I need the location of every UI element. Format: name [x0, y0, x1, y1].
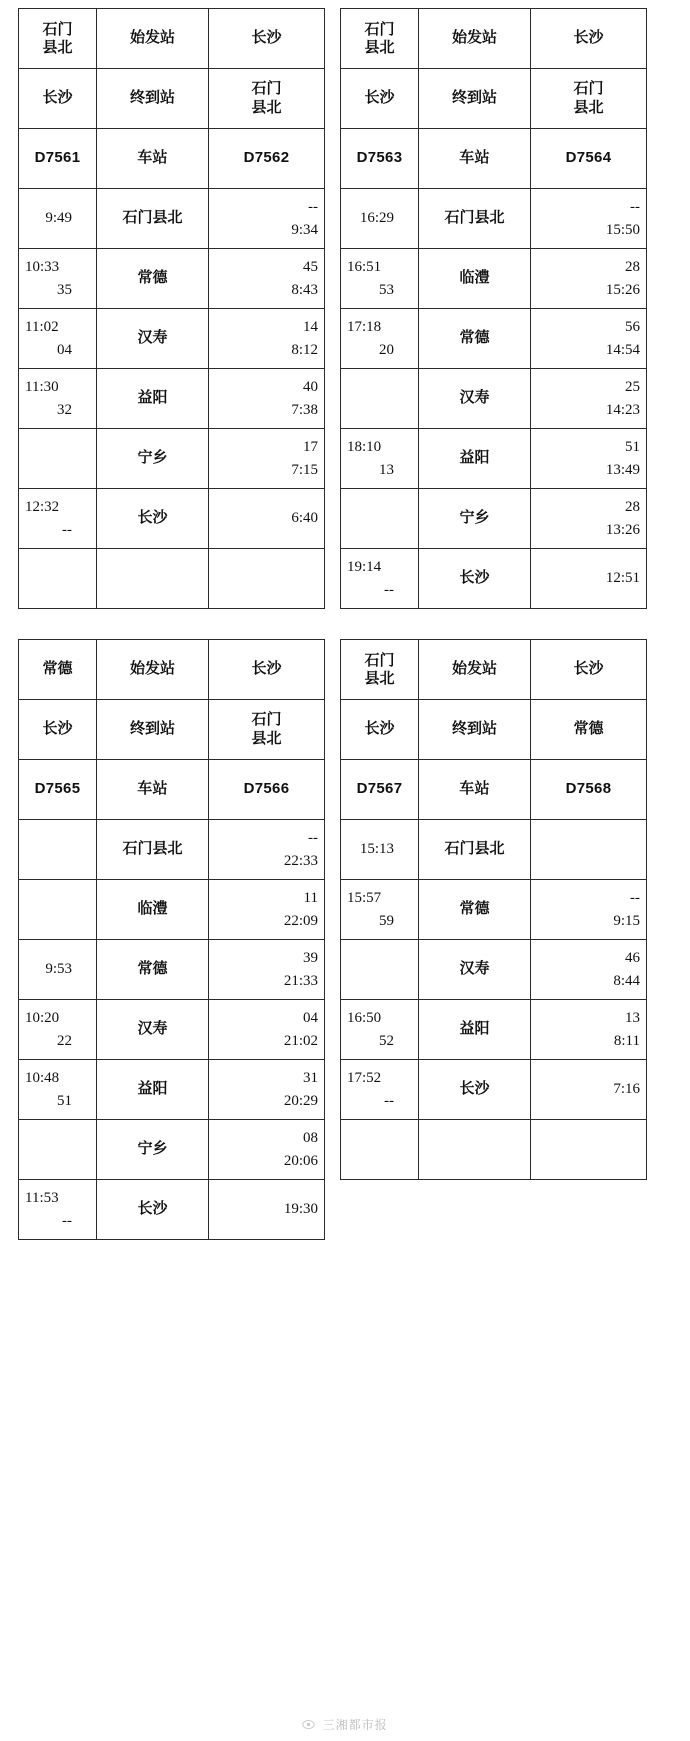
left-time-1: 15:57 [347, 890, 382, 906]
station-name: 长沙 [419, 1060, 531, 1120]
origin-station-label: 石门 县北 [19, 9, 97, 69]
table-row [19, 880, 325, 940]
table-header-row [341, 9, 647, 69]
right-time-1: 13 [625, 1010, 640, 1026]
right-time-1: 51 [625, 439, 640, 455]
right-time-1: 40 [303, 379, 318, 395]
right-time-2: 20:29 [283, 1092, 318, 1109]
dest-right-label: 石门 县北 [209, 700, 325, 760]
table-header-row [19, 640, 325, 700]
left-time-2: -- [62, 521, 72, 538]
station-name: 常德 [419, 309, 531, 369]
station-name: 益阳 [97, 369, 209, 429]
dest-station-label: 长沙 [531, 9, 647, 69]
table-row [341, 249, 647, 309]
left-time-2: 15:13 [359, 841, 394, 858]
left-time-2: 52 [379, 1032, 394, 1049]
right-time-1: 08 [303, 1130, 318, 1146]
right-time-2: 8:44 [613, 972, 640, 989]
table-subheader-row [19, 69, 325, 129]
table-row [19, 309, 325, 369]
train-number-right: D7566 [209, 760, 325, 820]
train-number-row [341, 129, 647, 189]
train-number-left: D7563 [341, 129, 419, 189]
station-name: 汉寿 [419, 369, 531, 429]
station-name: 石门县北 [419, 820, 531, 880]
station-name: 汉寿 [97, 1000, 209, 1060]
train-number-left: D7567 [341, 760, 419, 820]
left-time-1: 10:48 [25, 1070, 60, 1086]
right-time-2: 8:11 [613, 1032, 640, 1049]
left-time-1: 16:51 [347, 259, 382, 275]
left-time-1: 12:32 [25, 499, 60, 515]
left-time-2: -- [384, 1092, 394, 1109]
left-time-2: 35 [57, 281, 72, 298]
station-name: 汉寿 [419, 940, 531, 1000]
right-time-1: 25 [625, 379, 640, 395]
train-number-right: D7562 [209, 129, 325, 189]
station-name: 益阳 [419, 1000, 531, 1060]
table-row [19, 1000, 325, 1060]
train-number-row [19, 760, 325, 820]
origin-title: 始发站 [97, 640, 209, 700]
left-time-2: 04 [57, 341, 72, 358]
table-row [19, 429, 325, 489]
table-subheader-row [19, 700, 325, 760]
dest-title: 终到站 [97, 700, 209, 760]
table-row [19, 1180, 325, 1240]
table-subheader-row [341, 700, 647, 760]
dest-right-label: 常德 [531, 700, 647, 760]
train-number-right: D7568 [531, 760, 647, 820]
table-row [341, 940, 647, 1000]
right-time-1: -- [630, 199, 640, 215]
station-name: 汉寿 [97, 309, 209, 369]
right-time-1: 7:16 [613, 1081, 640, 1098]
left-time-1: 17:18 [347, 319, 382, 335]
left-time-1: 10:20 [25, 1010, 60, 1026]
table-row [341, 1120, 647, 1180]
origin-station-label: 石门 县北 [341, 640, 419, 700]
right-time-1: 11 [303, 890, 318, 906]
station-name: 常德 [97, 249, 209, 309]
left-time-1: 11:02 [25, 319, 59, 335]
station-name: 常德 [419, 880, 531, 940]
station-name: 长沙 [419, 549, 531, 609]
right-time-1: 46 [625, 950, 640, 966]
watermark-text: 三湘都市报 [322, 1718, 388, 1732]
right-time-1: 45 [303, 259, 318, 275]
left-time-2: 16:29 [359, 210, 394, 227]
train-number-row [19, 129, 325, 189]
left-time-1: 11:30 [25, 379, 59, 395]
right-time-2: 21:02 [283, 1032, 318, 1049]
dest-right-label: 石门 县北 [531, 69, 647, 129]
station-name: 常德 [97, 940, 209, 1000]
station-name: 宁乡 [419, 489, 531, 549]
timetable-4 [340, 639, 647, 1180]
right-time-2: 15:50 [605, 221, 640, 238]
train-number-left: D7561 [19, 129, 97, 189]
table-row [341, 369, 647, 429]
origin-station-label: 石门 县北 [341, 9, 419, 69]
table-row [19, 820, 325, 880]
right-time-2: 7:15 [291, 461, 318, 478]
table-row [19, 940, 325, 1000]
table-header-row [19, 9, 325, 69]
right-time-2: 22:09 [283, 912, 318, 929]
station-name: 长沙 [97, 489, 209, 549]
table-row [341, 880, 647, 940]
table-row [341, 820, 647, 880]
left-time-1: 16:50 [347, 1010, 382, 1026]
right-time-2: 8:12 [291, 341, 318, 358]
right-time-2: 8:43 [291, 281, 318, 298]
train-number-right: D7564 [531, 129, 647, 189]
dest-title: 终到站 [419, 69, 531, 129]
timetable-card-1 [18, 8, 324, 609]
dest-station-label: 长沙 [531, 640, 647, 700]
station-column-title: 车站 [419, 129, 531, 189]
station-column-title: 车站 [97, 760, 209, 820]
right-time-1: 28 [625, 259, 640, 275]
left-time-2: 20 [379, 341, 394, 358]
dest-left-label: 长沙 [341, 700, 419, 760]
left-time-2: -- [62, 1212, 72, 1229]
right-time-2: 20:06 [283, 1152, 318, 1169]
right-time-2: 15:26 [605, 281, 640, 298]
left-time-1: 19:14 [347, 559, 382, 575]
right-time-2: 9:34 [291, 221, 318, 238]
station-name: 石门县北 [419, 189, 531, 249]
table-row [341, 429, 647, 489]
station-column-title: 车站 [97, 129, 209, 189]
right-time-2: 14:54 [605, 341, 640, 358]
right-time-1: 04 [303, 1010, 318, 1026]
table-row [341, 1000, 647, 1060]
table-row [341, 189, 647, 249]
left-time-1: 10:33 [25, 259, 60, 275]
station-column-title: 车站 [419, 760, 531, 820]
dest-title: 终到站 [97, 69, 209, 129]
left-time-2: 59 [379, 912, 394, 929]
table-header-row [341, 640, 647, 700]
right-time-2: 7:38 [291, 401, 318, 418]
right-time-2: 22:33 [283, 852, 318, 869]
station-name: 益阳 [97, 1060, 209, 1120]
timetable-2 [340, 8, 647, 609]
left-time-2: 32 [57, 401, 72, 418]
left-time-2: 53 [379, 281, 394, 298]
left-time-2: 13 [379, 461, 394, 478]
station-name: 益阳 [419, 429, 531, 489]
right-time-1: 31 [303, 1070, 318, 1086]
left-time-2: 9:49 [45, 210, 72, 227]
table-row [19, 549, 325, 609]
left-time-1: 18:10 [347, 439, 382, 455]
station-name: 石门县北 [97, 820, 209, 880]
table-row [19, 489, 325, 549]
table-row [341, 489, 647, 549]
right-time-1: 14 [303, 319, 318, 335]
right-time-2: 21:33 [283, 972, 318, 989]
dest-left-label: 长沙 [19, 69, 97, 129]
left-time-1: 11:53 [25, 1190, 59, 1206]
origin-station-label: 常德 [19, 640, 97, 700]
dest-station-label: 长沙 [209, 9, 325, 69]
station-name: 长沙 [97, 1180, 209, 1240]
right-time-1: 39 [303, 950, 318, 966]
left-time-1: 17:52 [347, 1070, 382, 1086]
table-row [19, 1060, 325, 1120]
station-name: 临澧 [419, 249, 531, 309]
timetable-card-4 [340, 639, 646, 1240]
dest-right-label: 石门 县北 [209, 69, 325, 129]
dest-left-label: 长沙 [19, 700, 97, 760]
table-row [19, 249, 325, 309]
right-time-1: 17 [303, 439, 318, 455]
table-subheader-row [341, 69, 647, 129]
timetable-card-3 [18, 639, 324, 1240]
right-time-1: 6:40 [291, 510, 318, 527]
right-time-1: 19:30 [283, 1201, 318, 1218]
table-row [19, 369, 325, 429]
station-name [97, 549, 209, 609]
weibo-icon [302, 1718, 315, 1731]
right-time-1: -- [630, 890, 640, 906]
left-time-2: 22 [57, 1032, 72, 1049]
left-time-2: 51 [57, 1092, 72, 1109]
right-time-2: 13:26 [605, 521, 640, 538]
right-time-1: 12:51 [605, 570, 640, 587]
table-row [19, 1120, 325, 1180]
right-time-1: 56 [625, 319, 640, 335]
timetable-3 [18, 639, 325, 1240]
train-number-left: D7565 [19, 760, 97, 820]
dest-left-label: 长沙 [341, 69, 419, 129]
dest-title: 终到站 [419, 700, 531, 760]
left-time-2: 9:53 [45, 961, 72, 978]
dest-station-label: 长沙 [209, 640, 325, 700]
timetable-1 [18, 8, 325, 609]
right-time-2: 13:49 [605, 461, 640, 478]
station-name: 临澧 [97, 880, 209, 940]
table-row [341, 549, 647, 609]
table-row [341, 309, 647, 369]
origin-title: 始发站 [97, 9, 209, 69]
timetable-card-2 [340, 8, 646, 609]
right-time-2: 9:15 [613, 912, 640, 929]
station-name: 宁乡 [97, 429, 209, 489]
watermark [0, 1716, 690, 1733]
train-number-row [341, 760, 647, 820]
table-row [19, 189, 325, 249]
station-name: 石门县北 [97, 189, 209, 249]
right-time-1: -- [308, 830, 318, 846]
origin-title: 始发站 [419, 9, 531, 69]
right-time-1: -- [308, 199, 318, 215]
right-time-2: 14:23 [605, 401, 640, 418]
origin-title: 始发站 [419, 640, 531, 700]
station-name [419, 1120, 531, 1180]
station-name: 宁乡 [97, 1120, 209, 1180]
left-time-2: -- [384, 581, 394, 598]
table-row [341, 1060, 647, 1120]
right-time-1: 28 [625, 499, 640, 515]
